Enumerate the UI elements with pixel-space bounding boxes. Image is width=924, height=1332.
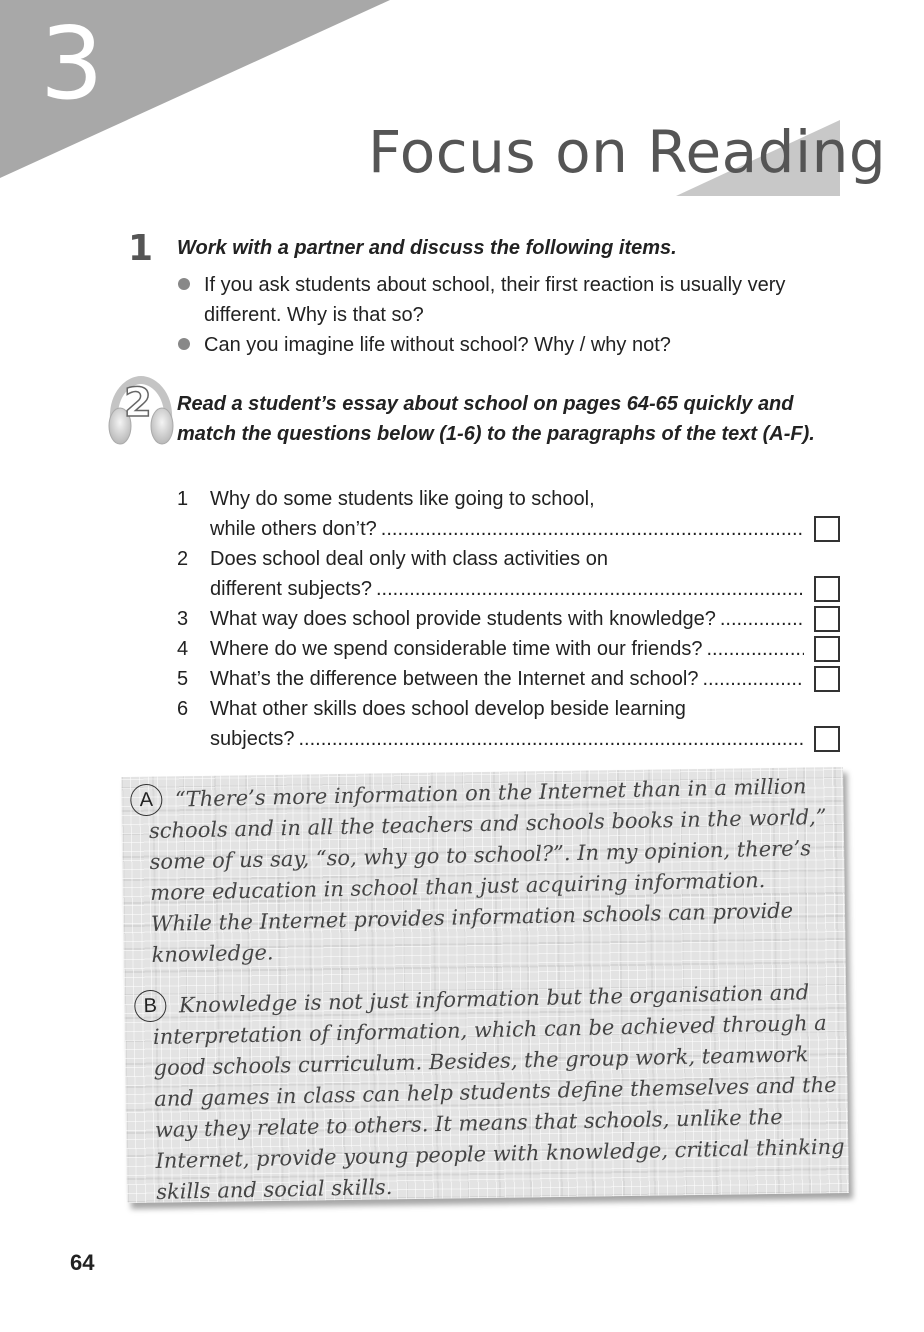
question-item: [177, 484, 842, 544]
answer-checkbox[interactable]: [814, 666, 840, 692]
bullet-text: Can you imagine life without school? Why / why not?: [204, 334, 671, 356]
question-text: Does school deal only with class activities on: [210, 548, 608, 570]
exercise-2-instruction: Read a student’s essay about school on pages 64-65 quickly and match the questions below (1-6) to the paragraphs of the text (A-F).: [177, 393, 815, 445]
dot-leader: [720, 604, 804, 634]
exercise-2-number: 2: [124, 380, 152, 426]
answer-checkbox[interactable]: [814, 726, 840, 752]
answer-checkbox[interactable]: [814, 636, 840, 662]
question-item: [177, 544, 842, 604]
answer-checkbox[interactable]: [814, 576, 840, 602]
dot-leader: [299, 724, 805, 754]
paragraph-letter-badge: A: [130, 784, 163, 817]
question-item: [177, 694, 842, 754]
question-item: [177, 604, 842, 634]
bullet-item: [177, 330, 857, 360]
question-item: [177, 664, 842, 694]
question-number: 3: [177, 608, 189, 630]
bullet-text: If you ask students about school, their first reaction is usually very different. Why is that so?: [204, 274, 786, 326]
dot-leader: [381, 514, 804, 544]
question-number: 4: [177, 638, 189, 660]
question-text: Why do some students like going to school,: [210, 488, 595, 510]
exercise-1-number: 1: [128, 228, 154, 269]
dot-leader: [376, 574, 804, 604]
question-text: What way does school provide students with knowledge?: [210, 608, 716, 630]
bullet-dot-icon: [178, 278, 190, 290]
question-number: 5: [177, 668, 189, 690]
exercise-1-bullet-list: [177, 270, 857, 360]
page-number: 64: [70, 1250, 95, 1275]
paragraph-text: Knowledge is not just information but the organisation and interpretation of information, which can be achieved through a good schools curriculum. Besides, the group work, teamwork and games in class can help students define themselves and the way they relate to others. It means that schools, unlike the Internet, provide young people with knowledge, critical thinking skills and social skills.: [152, 980, 845, 1204]
exercise-1-instruction: Work with a partner and discuss the following items.: [177, 237, 677, 259]
dot-leader: [706, 634, 804, 664]
dot-leader: [702, 664, 804, 694]
paragraph-letter-badge: B: [134, 990, 167, 1023]
question-text: What’s the difference between the Internet and school?: [210, 668, 699, 690]
question-item: [177, 634, 842, 664]
question-text: What other skills does school develop beside learning: [210, 698, 686, 720]
answer-checkbox[interactable]: [814, 516, 840, 542]
question-number: 6: [177, 698, 189, 720]
question-text: Where do we spend considerable time with our friends?: [210, 638, 703, 660]
question-text: while others don’t?: [210, 518, 377, 540]
page-title: Focus on Reading: [368, 118, 887, 186]
paragraph-text: “There’s more information on the Internet than in a million schools and in all the teachers and schools books in the world,” some of us say, “so, why go to school?”. In my opinion, there’s more education in school than just acquiring information. While the Internet provides information schools can provide knowledge.: [148, 774, 827, 967]
answer-checkbox[interactable]: [814, 606, 840, 632]
question-number: 1: [177, 488, 189, 510]
unit-number: 3: [40, 5, 104, 122]
essay-paragraph-b: [143, 975, 856, 1208]
bullet-item: [177, 270, 857, 330]
question-number: 2: [177, 548, 189, 570]
question-list: [177, 484, 842, 754]
essay-paragraph-a: [139, 770, 832, 971]
bullet-dot-icon: [178, 338, 190, 350]
question-text: subjects?: [210, 728, 295, 750]
question-text: different subjects?: [210, 578, 372, 600]
